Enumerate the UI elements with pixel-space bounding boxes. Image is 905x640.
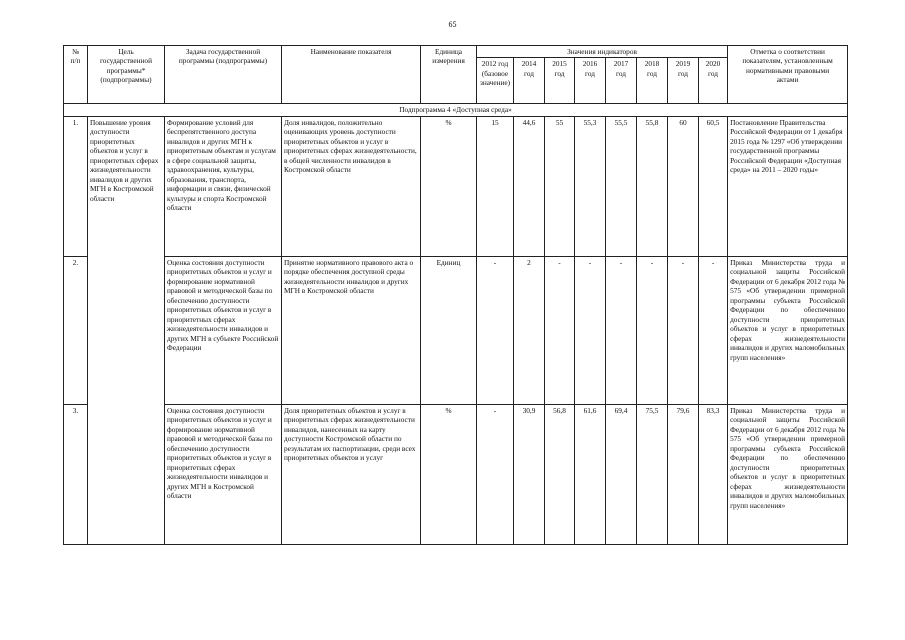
row-value: - (637, 256, 668, 404)
header-goal: Цель государственной программы* (подпрограммы) (88, 46, 165, 104)
row-unit: Единиц (421, 256, 477, 404)
row-value: - (606, 256, 637, 404)
row-note: Приказ Министерства труда и социальной защиты Российской Федерации от 6 декабря 2012 года № 575 «Об утверждении примерной программы субъекта Российской Федерации по обеспечению доступности приоритетных объектов и услуг в приоритетных сферах жизнедеятельности инвалидов и других маломобильных групп населения» (728, 404, 848, 544)
row-value: - (477, 256, 514, 404)
row-value: 30,9 (514, 404, 545, 544)
row-value: 55,8 (637, 116, 668, 256)
header-year: 2014 год (514, 58, 545, 104)
row-value: 44,6 (514, 116, 545, 256)
row-note: Приказ Министерства труда и социальной защиты Российской Федерации от 6 декабря 2012 года № 575 «Об утверждении примерной программы субъекта Российской Федерации по обеспечению доступности приоритетных объектов и услуг в приоритетных сферах жизнедеятельности инвалидов и других маломобильных групп населения» (728, 256, 848, 404)
row-value: 2 (514, 256, 545, 404)
header-year: 2012 год (базовое значение) (477, 58, 514, 104)
row-value: 56,8 (545, 404, 575, 544)
header-year: 2017 год (606, 58, 637, 104)
header-year: 2020 год (699, 58, 728, 104)
row-value: - (477, 404, 514, 544)
indicators-table (63, 45, 848, 545)
row-value: 83,3 (699, 404, 728, 544)
row-value: 61,6 (575, 404, 606, 544)
header-num: № п/п (64, 46, 88, 104)
row-value: 69,4 (606, 404, 637, 544)
row-value: - (668, 256, 699, 404)
row-value: - (575, 256, 606, 404)
header-indicator: Наименование показателя (282, 46, 421, 104)
row-value: 60,5 (699, 116, 728, 256)
page-number: 65 (448, 20, 457, 29)
table-row (64, 116, 848, 256)
header-year: 2019 год (668, 58, 699, 104)
row-indicator: Доля инвалидов, положительно оценивающих уровень доступности приоритетных объектов и услуг в приоритетных сферах жизнедеятельности, в общей численности инвалидов в Костромской области (282, 116, 421, 256)
row-note: Постановление Правительства Российской Федерации от 1 декабря 2015 года № 1297 «Об утверждении государственной программы Российской Федерации «Доступная среда» на 2011 – 2020 годы» (728, 116, 848, 256)
row-value: - (545, 256, 575, 404)
header-year: 2018 год (637, 58, 668, 104)
table-row (64, 256, 848, 404)
row-unit: % (421, 404, 477, 544)
row-value: 60 (668, 116, 699, 256)
header-values-group: Значения индикаторов (477, 46, 728, 58)
row-value: 75,5 (637, 404, 668, 544)
header-task: Задача государственной программы (подпрограммы) (165, 46, 282, 104)
row-task: Оценка состояния доступности приоритетных объектов и услуг и формирование нормативной правовой и методической базы по обеспечению доступности приоритетных объектов и услуг в приоритетных сферах жизнедеятельности инвалидов и других МГН в субъекте Российской Федерации (165, 256, 282, 404)
header-year: 2016 год (575, 58, 606, 104)
row-num: 3. (64, 404, 88, 544)
header-year: 2015 год (545, 58, 575, 104)
row-num: 2. (64, 256, 88, 404)
row-task: Формирование условий для беспрепятственного доступа инвалидов и других МГН к приоритетным объектам и услугам в сфере социальной защиты, здравоохранения, культуры, образования, транспорта, информации и связи, физической культуры и спорта Костромской области (165, 116, 282, 256)
row-unit: % (421, 116, 477, 256)
table-row (64, 404, 848, 544)
row-goal: Повышение уровня доступности приоритетных объектов и услуг в приоритетных сферах жизнедеятельности инвалидов и других МГН в Костромской области (88, 116, 165, 544)
row-task: Оценка состояния доступности приоритетных объектов и услуг и формирование нормативной правовой и методической базы по обеспечению доступности приоритетных объектов и услуг в приоритетных сферах жизнедеятельности инвалидов и других МГН в Костромской области (165, 404, 282, 544)
row-indicator: Доля приоритетных объектов и услуг в приоритетных сферах жизнедеятельности инвалидов, нанесенных на карту доступности Костромской области по результатам их паспортизации, среди всех приоритетных объектов и услуг (282, 404, 421, 544)
row-value: 79,6 (668, 404, 699, 544)
row-num: 1. (64, 116, 88, 256)
row-value: 15 (477, 116, 514, 256)
row-value: 55,3 (575, 116, 606, 256)
header-note: Отметка о соответствии показателям, установленным нормативными правовыми актами (728, 46, 848, 104)
row-value: 55 (545, 116, 575, 256)
row-value: 55,5 (606, 116, 637, 256)
header-unit: Единица измерения (421, 46, 477, 104)
row-indicator: Принятие нормативного правового акта о порядке обеспечения доступной среды жизнедеятельности инвалидов и других МГН в Костромской области (282, 256, 421, 404)
row-value: - (699, 256, 728, 404)
subprogram-title: Подпрограмма 4 «Доступная среда» (64, 104, 848, 116)
